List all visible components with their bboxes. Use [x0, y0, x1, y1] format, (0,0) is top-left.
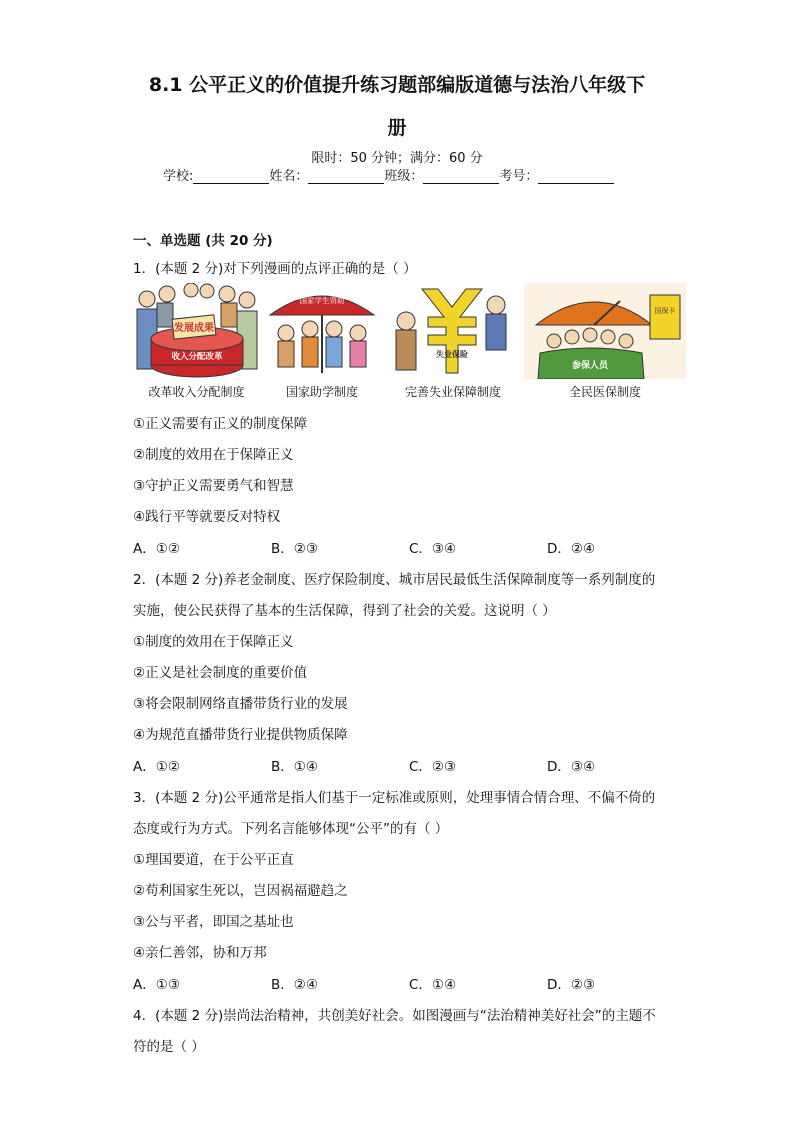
income-distribution-illustration — [133, 283, 260, 379]
medical-insurance-illustration — [524, 283, 686, 379]
caption-unemployment: 完善失业保障制度 — [404, 385, 501, 399]
q4-stem-line-1: 4．(本题 2 分)崇尚法治精神，共创美好社会。如图漫画与“法治精神美好社会”的主题不 — [133, 1008, 656, 1024]
time-score-info: 限时：50 分钟；满分：60 分 — [311, 151, 483, 166]
q2-stem-line-1: 2．(本题 2 分)养老金制度、医疗保险制度、城市居民最低生活保障制度等一系列制度的 — [133, 572, 656, 588]
cake-label-reform: 收入分配改革 — [171, 352, 223, 362]
q2-option-3: ③将会限制网络直播带货行业的发展 — [133, 696, 348, 712]
q2-stem-line-2: 实施，使公民获得了基本的生活保障，得到了社会的关爱。这说明（ ） — [133, 603, 556, 619]
school-blank[interactable] — [193, 169, 269, 184]
q2-choice-c[interactable]: C．②③ — [409, 759, 457, 775]
q2-option-1: ①制度的效用在于保障正义 — [133, 634, 294, 650]
q3-stem-line-1: 3．(本题 2 分)公平通常是指人们基于一定标准或原则，处理事情合情合理、不偏不倚的 — [133, 790, 656, 806]
q1-choice-d[interactable]: D．②④ — [547, 541, 596, 557]
cartoon-unemployment-insurance — [386, 283, 520, 379]
student-aid-illustration — [264, 283, 380, 379]
q1-option-1: ①正义需要有正义的制度保障 — [133, 416, 308, 432]
q1-choice-b[interactable]: B．②③ — [271, 541, 318, 557]
caption-income-distribution: 改革收入分配制度 — [148, 385, 245, 399]
document-title-line-2: 册 — [387, 117, 407, 139]
q1-option-4: ④践行平等就要反对特权 — [133, 509, 281, 525]
q1-stem: 1．(本题 2 分)对下列漫画的点评正确的是（ ） — [133, 261, 417, 277]
section-heading: 一、单选题 (共 20 分) — [133, 233, 273, 249]
number-blank[interactable] — [538, 169, 614, 184]
q4-stem-line-2: 符的是（ ） — [133, 1039, 205, 1055]
cartoon-income-distribution — [133, 283, 260, 379]
q3-choice-d[interactable]: D．②③ — [547, 977, 596, 993]
umbrella-label-student-aid: 国家学生资助 — [299, 296, 345, 305]
name-blank[interactable] — [308, 169, 384, 184]
document-title-line-1: 8.1 公平正义的价值提升练习题部编版道德与法治八年级下 — [148, 74, 646, 96]
class-label: 班级： — [384, 169, 424, 184]
q2-option-2: ②正义是社会制度的重要价值 — [133, 665, 308, 681]
q3-option-2: ②苟利国家生死以，岂因祸福避趋之 — [133, 883, 348, 899]
number-label: 考号： — [499, 169, 539, 184]
q3-choice-b[interactable]: B．②④ — [271, 977, 318, 993]
cake-label-development: 发展成果 — [174, 323, 214, 334]
q1-choice-a[interactable]: A．①② — [133, 541, 180, 557]
q3-option-1: ①理国要道，在于公平正直 — [133, 852, 294, 868]
caption-student-aid: 国家助学制度 — [285, 385, 358, 399]
yen-label-unemployment: 失业保险 — [436, 350, 468, 359]
q3-option-4: ④亲仁善邻，协和万邦 — [133, 945, 267, 961]
class-blank[interactable] — [423, 169, 499, 184]
student-info-row — [163, 165, 614, 184]
q3-choice-c[interactable]: C．①④ — [409, 977, 457, 993]
cartoon-medical-insurance — [524, 283, 686, 379]
banner-label-insured: 参保人员 — [571, 361, 609, 371]
q3-option-3: ③公与平者，即国之基址也 — [133, 914, 294, 930]
q1-choice-c[interactable]: C．③④ — [409, 541, 457, 557]
q2-choice-d[interactable]: D．③④ — [547, 759, 596, 775]
q3-choice-a[interactable]: A．①③ — [133, 977, 180, 993]
q1-option-2: ②制度的效用在于保障正义 — [133, 447, 294, 463]
card-label-medical: 国保卡 — [654, 307, 676, 315]
q2-choice-b[interactable]: B．①④ — [271, 759, 318, 775]
cartoon-student-aid — [264, 283, 380, 379]
q2-choice-a[interactable]: A．①② — [133, 759, 180, 775]
school-label: 学校: — [163, 169, 194, 184]
q3-stem-line-2: 态度或行为方式。下列名言能够体现“公平”的有（ ） — [133, 821, 449, 837]
name-label: 姓名： — [269, 169, 309, 184]
unemployment-insurance-illustration — [386, 283, 520, 379]
caption-medical: 全民医保制度 — [568, 385, 641, 399]
q1-option-3: ③守护正义需要勇气和智慧 — [133, 478, 294, 494]
q2-option-4: ④为规范直播带货行业提供物质保障 — [133, 727, 348, 743]
